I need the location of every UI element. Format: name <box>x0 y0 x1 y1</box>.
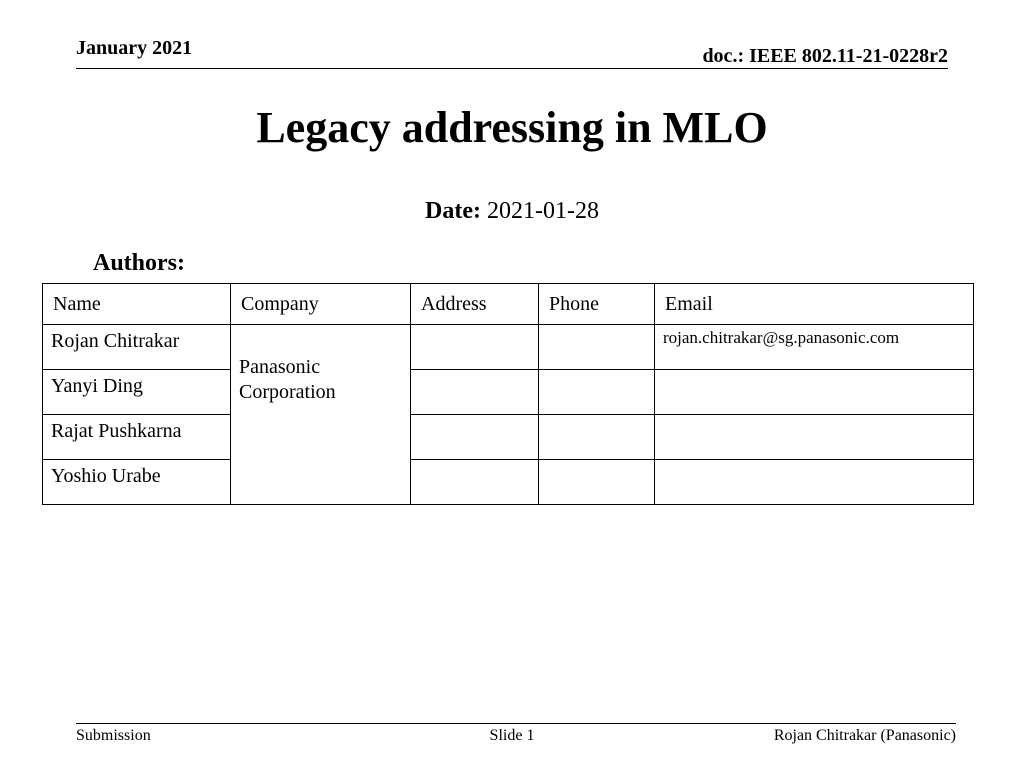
table-row <box>43 460 974 505</box>
author-email <box>655 415 974 460</box>
date-line <box>0 199 1024 223</box>
author-address <box>411 325 539 370</box>
author-email: rojan.chitrakar@sg.panasonic.com <box>655 325 974 370</box>
footer-submission: Submission <box>76 727 151 744</box>
table-row <box>43 415 974 460</box>
author-name: Yanyi Ding <box>43 370 231 415</box>
author-address <box>411 460 539 505</box>
author-address <box>411 370 539 415</box>
author-phone <box>539 415 655 460</box>
header-divider <box>76 68 948 69</box>
author-phone <box>539 325 655 370</box>
column-header-email: Email <box>655 284 974 325</box>
author-email <box>655 460 974 505</box>
slide-title: Legacy addressing in MLO <box>256 103 768 152</box>
table-header-row <box>43 284 974 325</box>
column-header-address: Address <box>411 284 539 325</box>
column-header-phone: Phone <box>539 284 655 325</box>
author-phone <box>539 460 655 505</box>
column-header-name: Name <box>43 284 231 325</box>
table-row <box>43 325 974 370</box>
author-phone <box>539 370 655 415</box>
date-value: 2021-01-28 <box>486 198 599 224</box>
footer-author: Rojan Chitrakar (Panasonic) <box>773 727 956 744</box>
header-date: January 2021 <box>76 37 193 59</box>
header-doc-id: doc.: IEEE 802.11-21-0228r2 <box>702 45 948 67</box>
footer-divider <box>76 723 956 724</box>
author-name: Yoshio Urabe <box>43 460 231 505</box>
author-email <box>655 370 974 415</box>
table-row <box>43 370 974 415</box>
footer-slide-number: Slide 1 <box>489 727 535 744</box>
author-address <box>411 415 539 460</box>
authors-table <box>42 283 974 505</box>
author-name: Rajat Pushkarna <box>43 415 231 460</box>
date-label: Date: <box>425 198 481 224</box>
author-company: Panasonic Corporation <box>231 325 411 505</box>
authors-label: Authors: <box>93 250 186 276</box>
author-name: Rojan Chitrakar <box>43 325 231 370</box>
column-header-company: Company <box>231 284 411 325</box>
